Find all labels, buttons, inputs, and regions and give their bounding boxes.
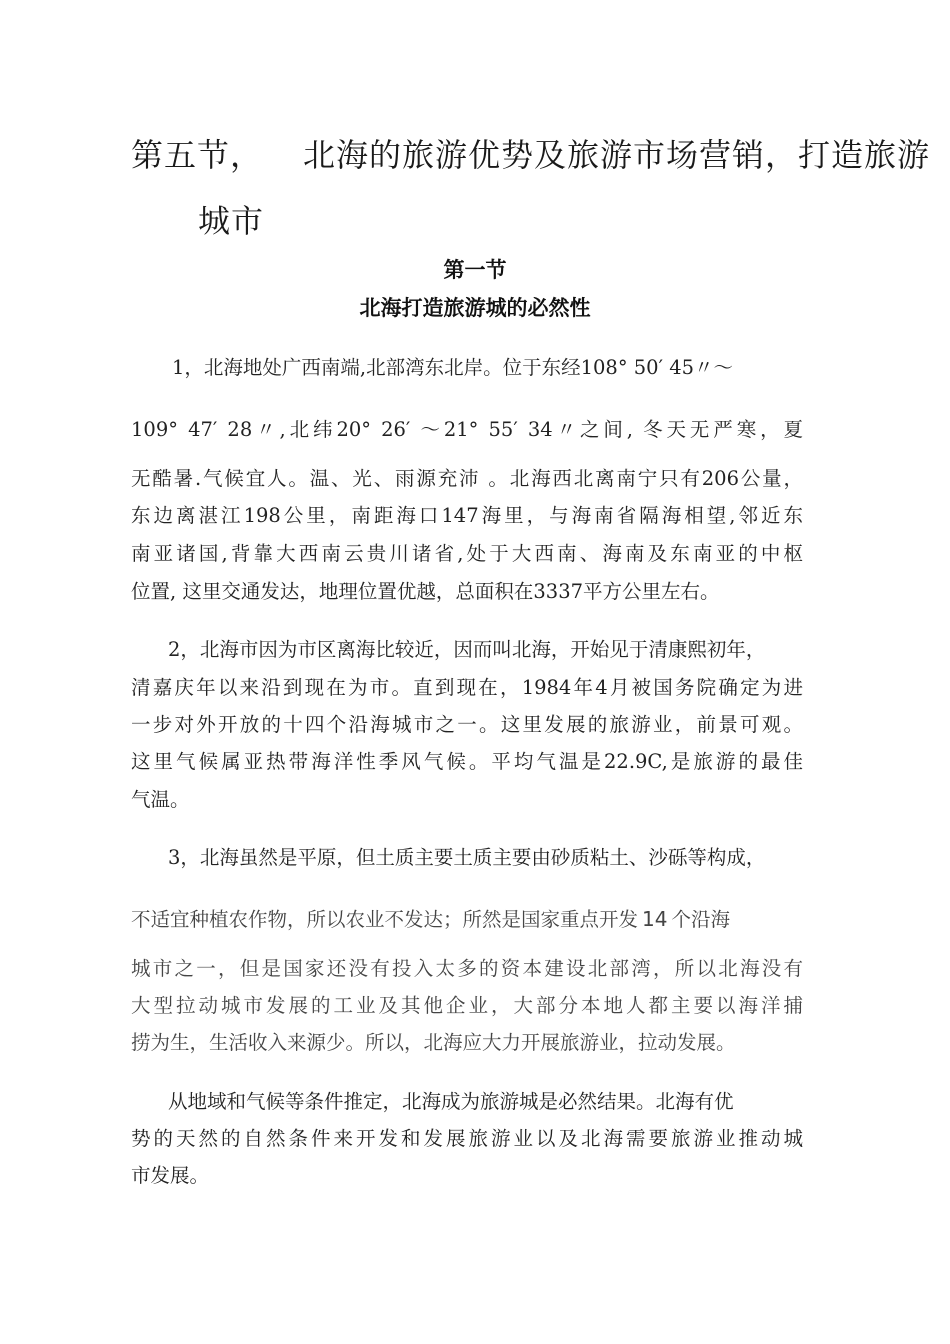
paragraph-3-line-2: [131, 904, 730, 932]
chapter-title-line-2: 城市: [198, 202, 265, 240]
paragraph-1-line-2: 109° 47′ 28〃,北纬20° 26′ ～21° 55′ 34〃之间, 冬天无严寒，夏: [131, 418, 803, 441]
chapter-title-line-1: [131, 130, 930, 176]
paragraph-2-line-4: 这里气候属亚热带海洋性季风气候。平均气温是22.9C,是旅游的最佳: [131, 750, 803, 773]
paragraph-3-line-3: 城市之一，但是国家还没有投入太多的资本建设北部湾，所以北海没有: [131, 957, 803, 980]
paragraph-2-line-5: 气温。: [131, 788, 190, 811]
paragraph-3-line-4: 大型拉动城市发展的工业及其他企业，大部分本地人都主要以海洋捕: [131, 994, 803, 1017]
paragraph-4-line-3: 市发展。: [131, 1164, 210, 1187]
paragraph-2-line-1: 2，北海市因为市区离海比较近，因而叫北海，开始见于清康熙初年，: [168, 638, 766, 661]
paragraph-1-line-4: 东边离湛江198公里，南距海口147海里，与海南省隔海相望,邻近东: [131, 504, 803, 527]
paragraph-3-line-2-text: 不适宜种植农作物，所以农业不发达；所然是国家重点开发: [131, 908, 639, 931]
section-number: 第一节: [443, 257, 507, 282]
paragraph-4-line-1: 从地域和气候等条件推定，北海成为旅游城是必然结果。北海有优: [168, 1090, 734, 1113]
paragraph-3-line-2-tail: 个沿海: [671, 908, 730, 931]
paragraph-1-line-5: 南亚诸国,背靠大西南云贵川诸省,处于大西南、海南及东南亚的中枢: [131, 542, 803, 565]
paragraph-2-line-3: 一步对外开放的十四个沿海城市之一。这里发展的旅游业，前景可观。: [131, 713, 803, 736]
chapter-number: 第五节，: [131, 136, 264, 174]
paragraph-1-line-3: 无酷暑.气候宜人。温、光、雨源充沛 。北海西北离南宁只有206公量，: [131, 467, 803, 490]
paragraph-1-line-6: 位置, 这里交通发达，地理位置优越，总面积在3337平方公里左右。: [131, 580, 720, 603]
paragraph-3-line-1: 3，北海虽然是平原，但土质主要土质主要由砂质粘土、沙砾等构成，: [168, 846, 766, 869]
paragraph-1-line-1: 1，北海地处广西南端,北部湾东北岸。位于东经108° 50′ 45〃～: [172, 356, 734, 379]
paragraph-4-line-2: 势的天然的自然条件来开发和发展旅游业以及北海需要旅游业推动城: [131, 1127, 803, 1150]
section-title: 北海打造旅游城的必然性: [359, 295, 591, 320]
paragraph-3-number: 14: [642, 907, 668, 931]
paragraph-3-line-5: 捞为生，生活收入来源少。所以，北海应大力开展旅游业，拉动发展。: [131, 1031, 736, 1054]
paragraph-2-line-2: 清嘉庆年以来沿到现在为市。直到现在，1984年4月被国务院确定为进: [131, 676, 803, 699]
chapter-title-main: 北海的旅游优势及旅游市场营销，打造旅游: [303, 136, 931, 174]
